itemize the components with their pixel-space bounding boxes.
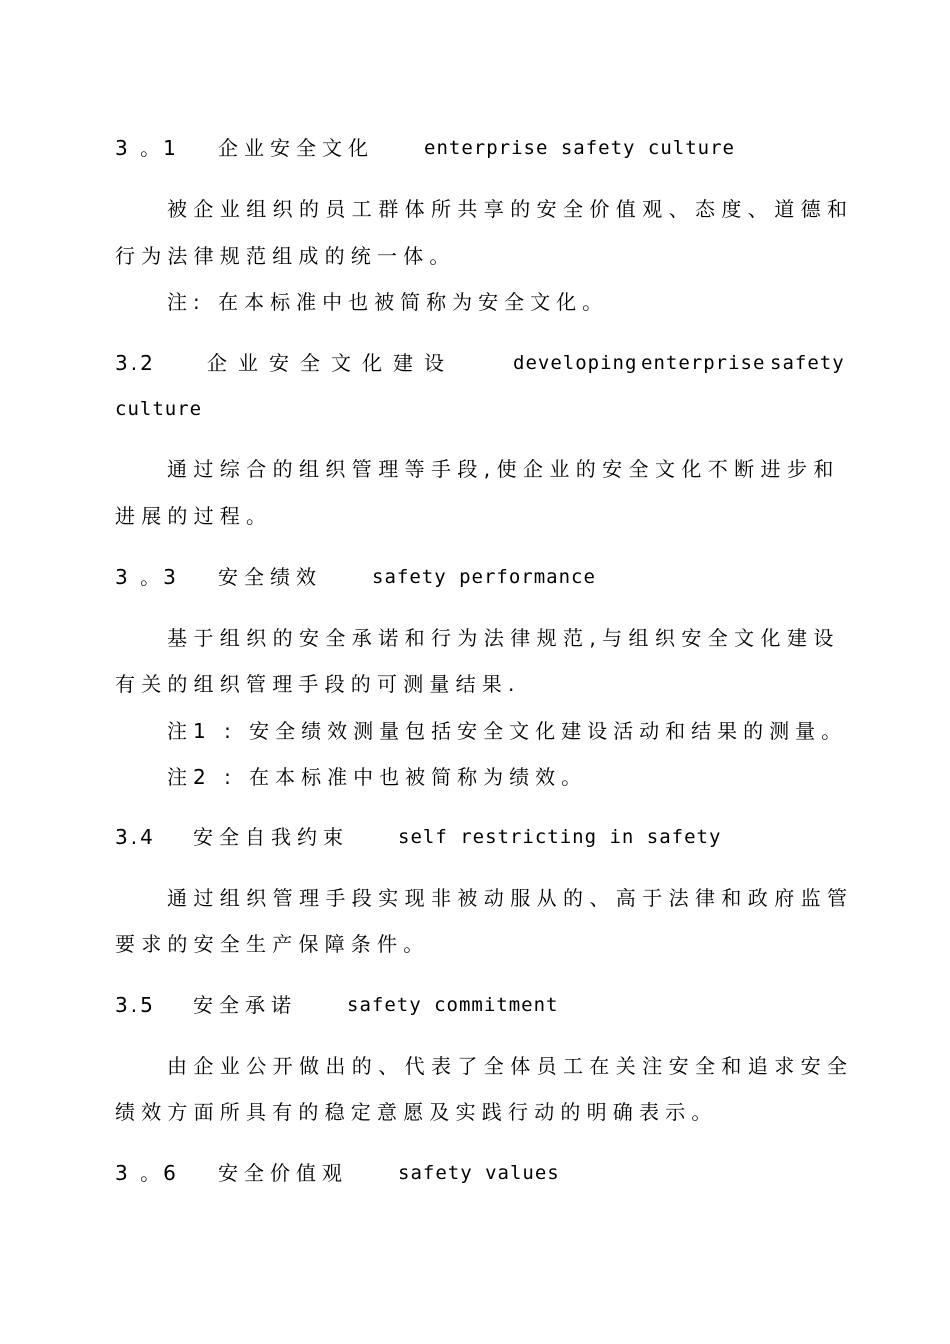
term-english: safety values [398,1162,560,1184]
term-english-word: enterprise [641,352,766,374]
section-number: 3 。6 [115,1161,179,1185]
section-3-1-note: 注: 在本标准中也被简称为安全文化。 [167,290,609,314]
term-chinese: 安全承诺 [193,993,297,1017]
section-3-1-body-line-2: 行为法律规范组成的统一体。 [115,244,456,268]
section-3-3-note-2: 注2 : 在本标准中也被简称为绩效。 [167,765,588,789]
section-3-5-body-line-2: 绩效方面所具有的稳定意愿及实践行动的明确表示。 [115,1100,718,1124]
term-english: safety performance [372,566,596,588]
section-3-5-body-line-1: 由企业公开做出的、代表了全体员工在关注安全和追求安全 [167,1054,854,1078]
section-3-3-body-line-1: 基于组织的安全承诺和行为法律规范,与组织安全文化建设 [167,626,840,650]
section-3-2-body-line-1: 通过综合的组织管理等手段,使企业的安全文化不断进步和 [167,457,840,481]
section-number: 3 。1 [115,136,179,160]
section-number: 3.2 [115,351,156,375]
section-3-4-body-line-1: 通过组织管理手段实现非被动服从的、高于法律和政府监管 [167,886,854,910]
term-english: enterprise safety culture [424,137,735,159]
term-chinese: 安全自我约束 [193,825,349,849]
section-number: 3.5 [115,993,156,1017]
section-3-4-body-line-2: 要求的安全生产保障条件。 [115,932,430,956]
term-chinese: 安全绩效 [218,565,322,589]
section-3-3-note-1: 注1 : 安全绩效测量包括安全文化建设活动和结果的测量。 [167,719,848,743]
section-3-2-body-line-2: 进展的过程。 [115,504,273,528]
section-number: 3 。3 [115,565,179,589]
term-chinese: 安全价值观 [218,1161,348,1185]
term-english-word: developing [513,352,638,374]
section-3-2-heading-continuation: culture [115,398,203,420]
section-3-1-body-line-1: 被企业组织的员工群体所共享的安全价值观、态度、道德和 [167,197,854,221]
term-english: self restricting in safety [398,826,722,848]
term-english-word: safety [770,352,845,374]
section-3-3-body-line-2: 有关的组织管理手段的可测量结果. [115,672,521,696]
term-chinese: 企业安全文化 [218,136,374,160]
term-chinese: 企业安全文化建设 [207,351,455,375]
term-english: safety commitment [347,994,559,1016]
section-number: 3.4 [115,825,156,849]
